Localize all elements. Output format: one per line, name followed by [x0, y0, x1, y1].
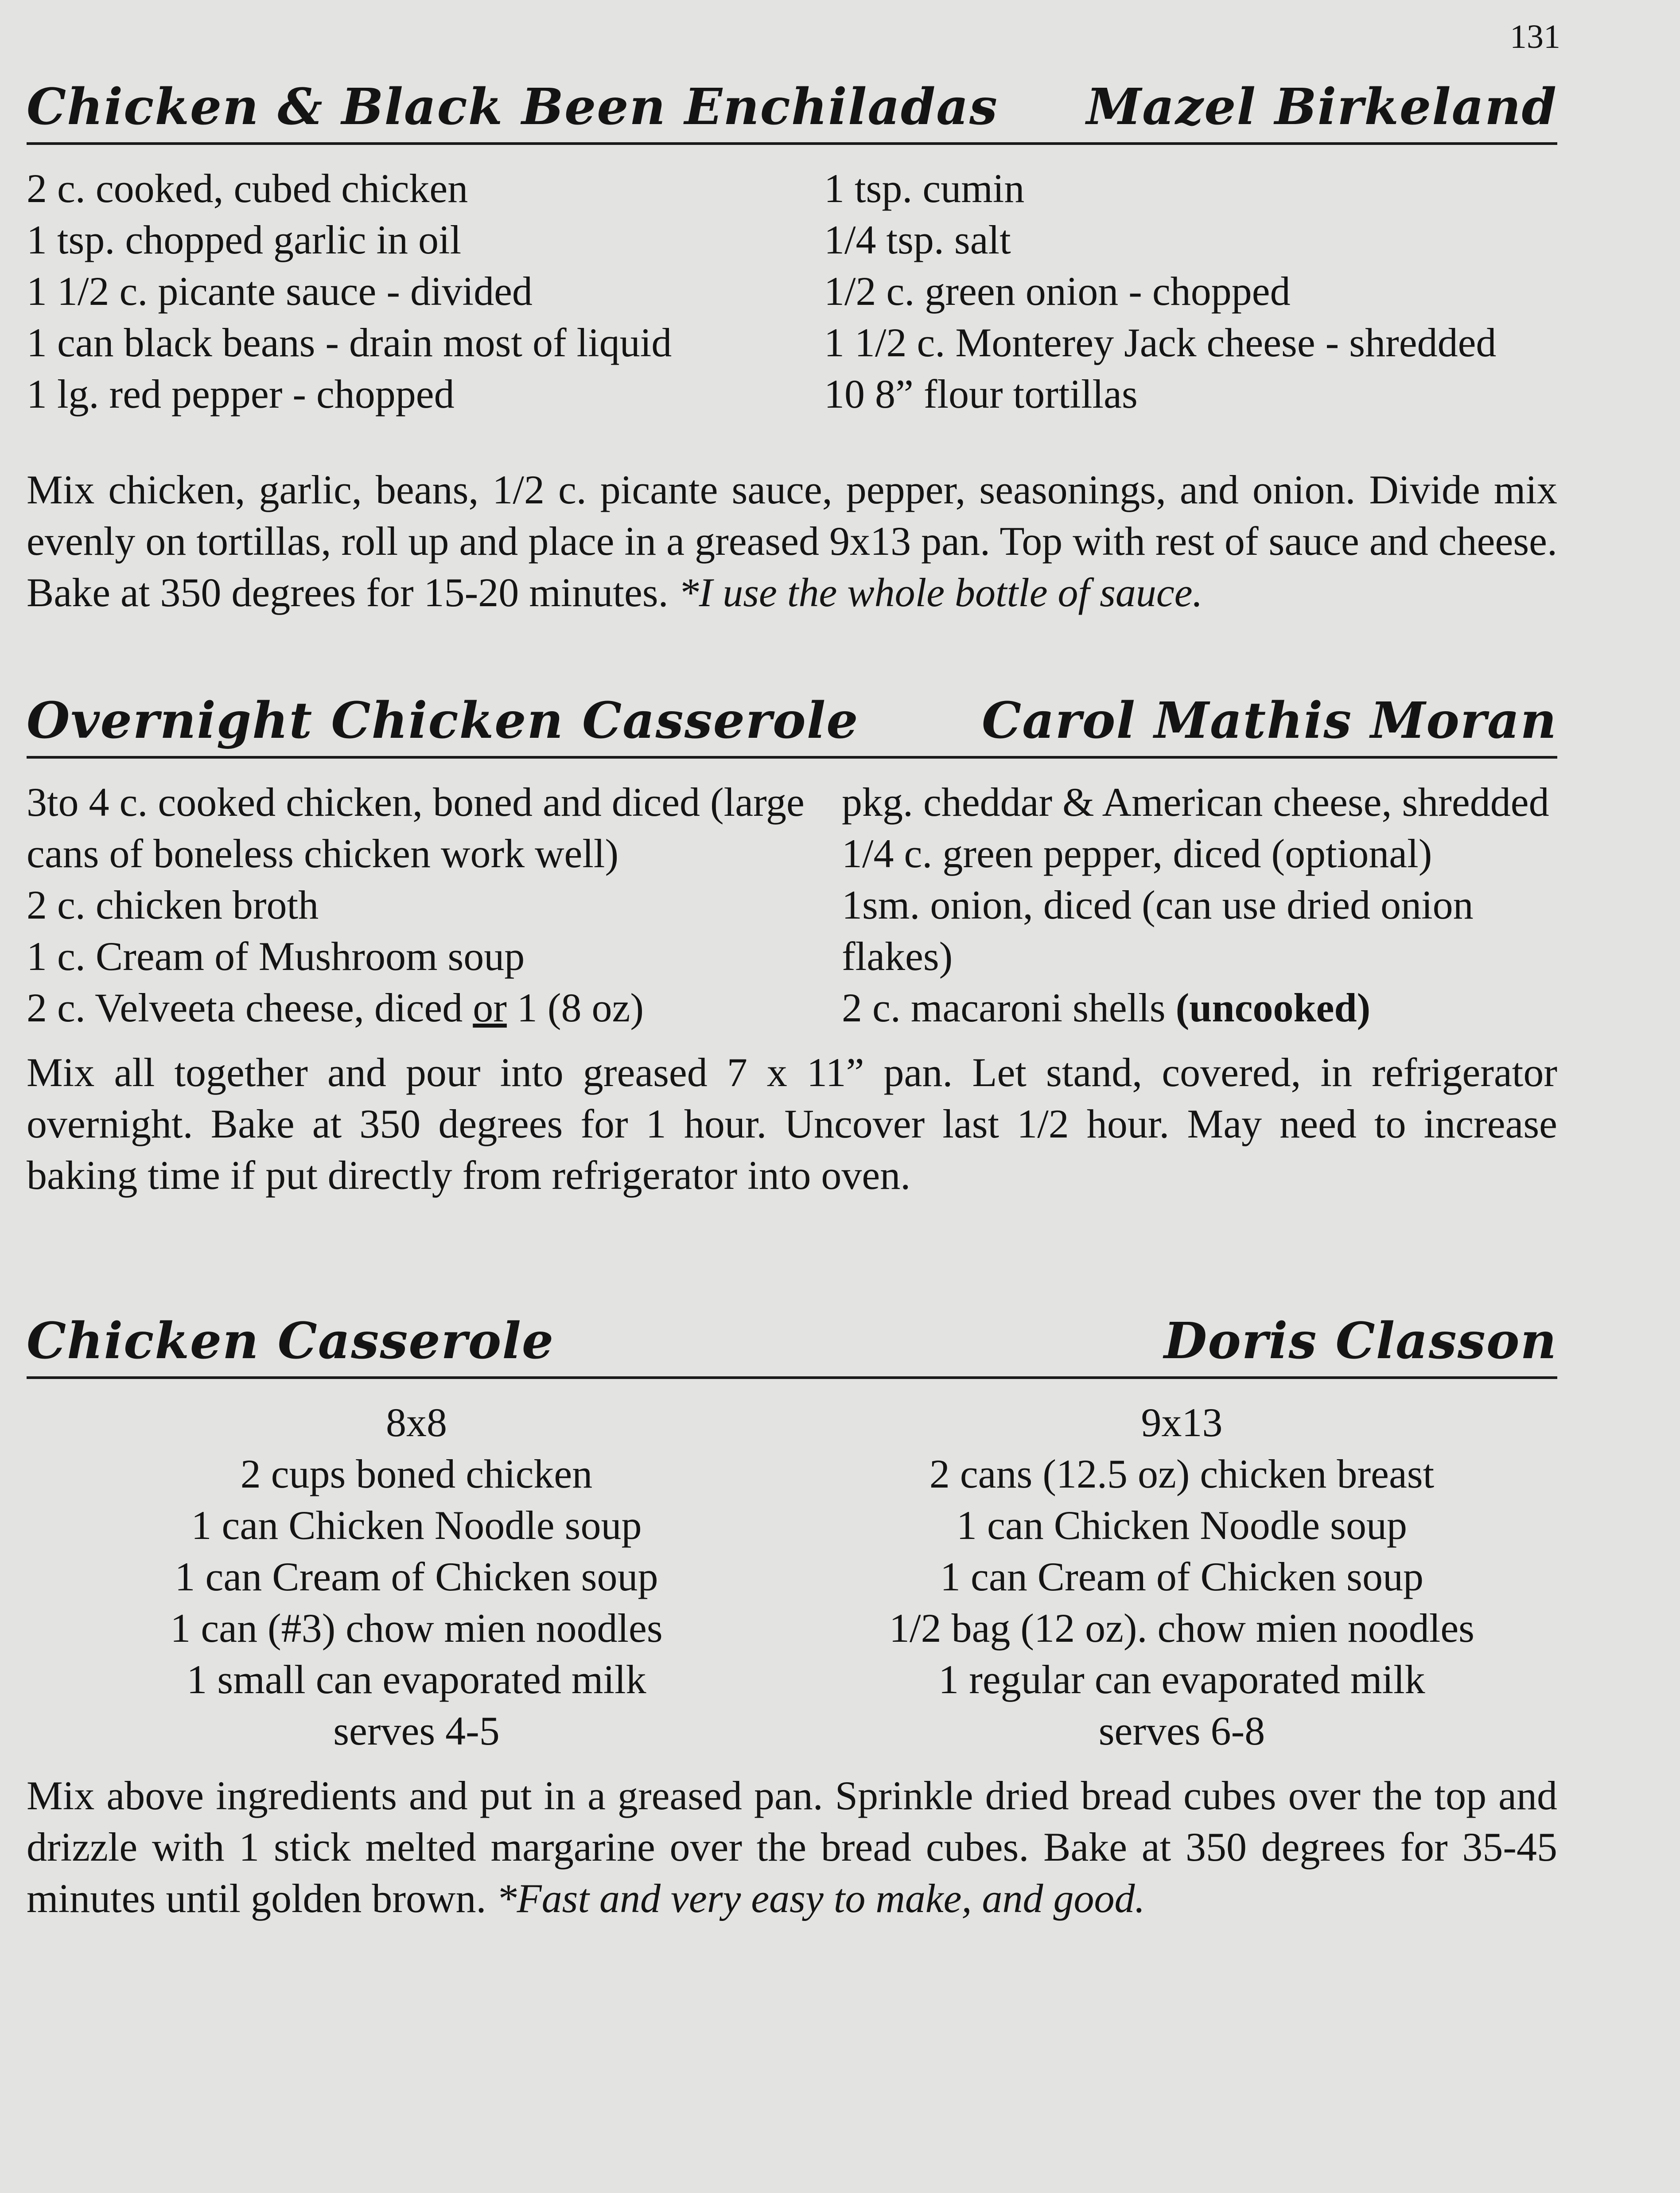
size-header: 8x8	[386, 1400, 447, 1445]
ingredient: 1 regular can evaporated milk	[938, 1657, 1425, 1702]
directions-text: Mix chicken, garlic, beans, 1/2 c. picante sauce, pepper, seasonings, and onion. Divide mix evenly on tortillas, roll up and place in a greased 9x13 pan. Top with rest of sauce and cheese. Bake at 350 degrees for 15-20 minutes.	[27, 467, 1557, 615]
ingredient: 1 tsp. cumin	[824, 166, 1025, 211]
ingredient: 2 c. macaroni shells (uncooked)	[842, 985, 1371, 1031]
ingredients-8x8	[27, 1397, 806, 1757]
size-header: 9x13	[1141, 1400, 1223, 1445]
ingredients	[27, 776, 1557, 1033]
page-number: 131	[1510, 18, 1560, 55]
ingredient: 1sm. onion, diced (can use dried onion flakes)	[842, 882, 1474, 979]
ingredients-right	[824, 163, 1557, 420]
servings: serves 6-8	[1098, 1708, 1265, 1754]
ingredient: 1 can Chicken Noodle soup	[191, 1503, 642, 1548]
recipe-directions	[27, 464, 1557, 618]
ingredients-left	[27, 776, 842, 1033]
ingredient: 1 can black beans - drain most of liquid	[27, 320, 672, 366]
ingredient: 1 c. Cream of Mushroom soup	[27, 934, 525, 979]
recipe-author: Carol Mathis Moran	[982, 692, 1557, 750]
ingredient: 2 cans (12.5 oz) chicken breast	[929, 1451, 1435, 1497]
recipe-header	[27, 1312, 1557, 1379]
ingredients-right	[842, 776, 1557, 1033]
ingredient: 1 can Chicken Noodle soup	[957, 1503, 1407, 1548]
ingredient: 1 can Cream of Chicken soup	[175, 1554, 658, 1600]
ingredient: 1 1/2 c. picante sauce - divided	[27, 269, 533, 314]
recipe-title: Chicken Casserole	[27, 1312, 555, 1370]
ingredient: 2 c. chicken broth	[27, 882, 319, 928]
directions-text: Mix all together and pour into greased 7 x 11” pan. Let stand, covered, in refrigerator overnight. Bake at 350 degrees for 1 hour. Uncover last 1/2 hour. May need to increase baking time if put directly from refrigerator into oven.	[27, 1050, 1557, 1198]
ingredient: 1 small can evaporated milk	[187, 1657, 646, 1702]
ingredient: 1 can Cream of Chicken soup	[940, 1554, 1423, 1600]
ingredient: 2 c. cooked, cubed chicken	[27, 166, 468, 211]
ingredient: 1 1/2 c. Monterey Jack cheese - shredded	[824, 320, 1497, 366]
recipe-header	[27, 691, 1557, 759]
ingredients-left	[27, 163, 824, 420]
ingredient: 10 8” flour tortillas	[824, 371, 1138, 417]
recipe-enchiladas	[27, 78, 1557, 618]
recipe-directions	[27, 1047, 1557, 1201]
servings: serves 4-5	[333, 1708, 500, 1754]
recipe-author: Mazel Birkeland	[1086, 78, 1557, 136]
recipe-overnight-casserole	[27, 691, 1557, 1201]
ingredient: 1/2 c. green onion - chopped	[824, 269, 1291, 314]
ingredients-9x13	[806, 1397, 1557, 1757]
recipe-header	[27, 78, 1557, 145]
ingredients	[27, 1397, 1557, 1757]
ingredient: 1 lg. red pepper - chopped	[27, 371, 455, 417]
directions-text: Mix above ingredients and put in a greased pan. Sprinkle dried bread cubes over the top and drizzle with 1 stick melted margarine over the bread cubes. Bake at 350 degrees for 35-45 minutes until golden brown.	[27, 1773, 1557, 1921]
ingredient: pkg. cheddar & American cheese, shredded	[842, 779, 1549, 825]
ingredient: 2 c. Velveeta cheese, diced or 1 (8 oz)	[27, 985, 644, 1031]
ingredients	[27, 163, 1557, 420]
ingredient: 3to 4 c. cooked chicken, boned and diced (large cans of boneless chicken work well)	[27, 779, 805, 876]
directions-note: *I use the whole bottle of sauce.	[678, 570, 1203, 615]
ingredient: 1/2 bag (12 oz). chow mien noodles	[889, 1605, 1474, 1651]
recipe-chicken-casserole	[27, 1312, 1557, 1924]
ingredient: 1 can (#3) chow mien noodles	[170, 1605, 663, 1651]
directions-note: *Fast and very easy to make, and good.	[496, 1876, 1145, 1921]
ingredient: 1/4 c. green pepper, diced (optional)	[842, 831, 1432, 876]
recipe-title: Overnight Chicken Casserole	[27, 692, 859, 750]
ingredient: 1 tsp. chopped garlic in oil	[27, 217, 462, 263]
recipe-title: Chicken & Black Been Enchiladas	[27, 78, 998, 136]
bold-text: (uncooked)	[1175, 985, 1371, 1031]
recipe-directions	[27, 1770, 1557, 1924]
underlined-word: or	[473, 985, 507, 1031]
recipe-author: Doris Classon	[1164, 1312, 1557, 1370]
ingredient: 1/4 tsp. salt	[824, 217, 1011, 263]
ingredient: 2 cups boned chicken	[240, 1451, 593, 1497]
